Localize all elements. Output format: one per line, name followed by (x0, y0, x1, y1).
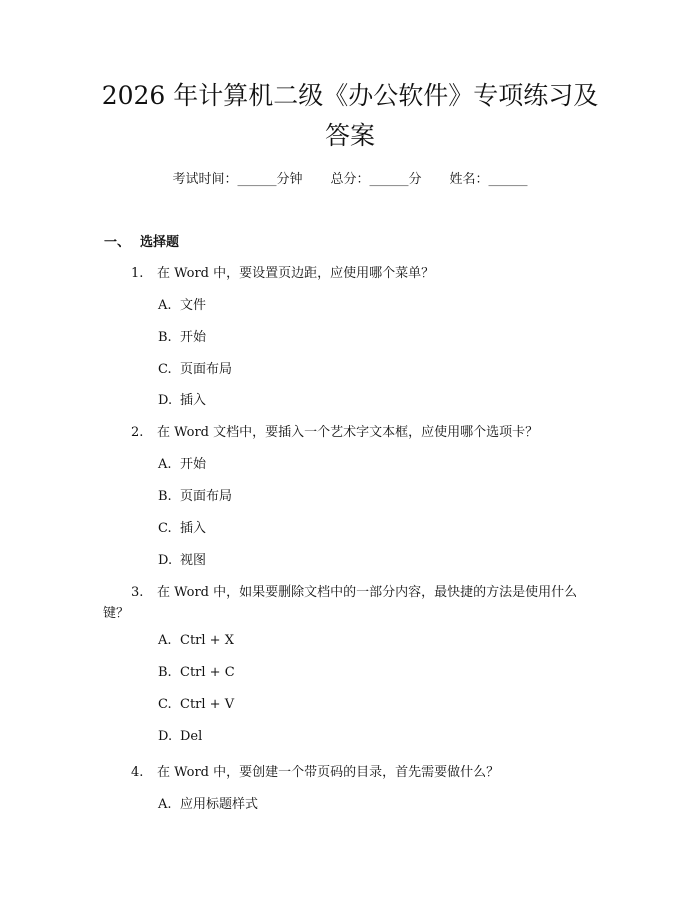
question-text: 在 Word 中，要设置页边距，应使用哪个菜单？ (157, 266, 435, 281)
option-text: 页面布局 (180, 489, 233, 504)
question-number: 2. (131, 425, 144, 440)
option-letter: C. (158, 697, 172, 712)
question-2-option-d (158, 549, 206, 568)
option-text: Ctrl + X (180, 633, 234, 648)
student-name: 姓名：______ (449, 172, 528, 187)
option-letter: D. (158, 553, 173, 568)
title-line-1: 2026 年计算机二级《办公软件》专项练习及 (101, 81, 599, 110)
question-number: 1. (131, 266, 144, 281)
section-heading (104, 231, 179, 250)
option-text: Del (180, 729, 203, 744)
section-number: 一、 (104, 235, 131, 250)
question-3 (131, 581, 577, 600)
question-2-option-b (158, 485, 232, 504)
option-letter: B. (158, 665, 172, 680)
option-text: 插入 (180, 393, 207, 408)
question-1-option-d (158, 389, 206, 408)
option-text: 开始 (180, 330, 207, 345)
option-text: Ctrl + V (180, 697, 235, 712)
question-1-option-a (158, 294, 206, 313)
total-score: 总分：______分 (330, 172, 422, 187)
question-1 (131, 262, 434, 281)
question-1-option-b (158, 326, 206, 345)
option-letter: A. (158, 797, 172, 812)
document-title (60, 76, 640, 156)
question-4 (131, 761, 499, 780)
option-text: 应用标题样式 (180, 797, 259, 812)
option-text: Ctrl + C (180, 665, 235, 680)
question-3-option-b (158, 665, 235, 680)
option-letter: C. (158, 362, 172, 377)
question-4-option-a (158, 793, 258, 812)
question-2 (131, 421, 538, 440)
option-letter: D. (158, 393, 173, 408)
option-letter: A. (158, 633, 172, 648)
option-text: 文件 (180, 298, 207, 313)
option-letter: B. (158, 330, 172, 345)
question-1-option-c (158, 358, 232, 377)
option-text: 插入 (180, 521, 207, 536)
question-2-option-a (158, 453, 206, 472)
option-letter: D. (158, 729, 173, 744)
question-text: 在 Word 文档中，要插入一个艺术字文本框，应使用哪个选项卡？ (157, 425, 539, 440)
question-2-option-c (158, 517, 206, 536)
option-text: 开始 (180, 457, 207, 472)
option-letter: C. (158, 521, 172, 536)
question-number: 3. (131, 585, 144, 600)
option-text: 页面布局 (180, 362, 233, 377)
option-letter: A. (158, 298, 172, 313)
exam-time: 考试时间：______分钟 (172, 172, 303, 187)
section-title: 选择题 (140, 235, 180, 250)
question-text: 在 Word 中，如果要删除文档中的一部分内容，最快捷的方法是使用什么 (157, 585, 578, 600)
question-text: 在 Word 中，要创建一个带页码的目录，首先需要做什么？ (157, 765, 500, 780)
question-3-option-c (158, 697, 234, 712)
question-3-option-d (158, 729, 202, 744)
question-3-continuation: 键？ (103, 606, 130, 621)
question-3-option-a (158, 633, 234, 648)
question-number: 4. (131, 765, 144, 780)
title-line-2: 答案 (324, 121, 375, 150)
exam-meta (0, 168, 700, 187)
option-text: 视图 (180, 553, 207, 568)
option-letter: A. (158, 457, 172, 472)
option-letter: B. (158, 489, 172, 504)
